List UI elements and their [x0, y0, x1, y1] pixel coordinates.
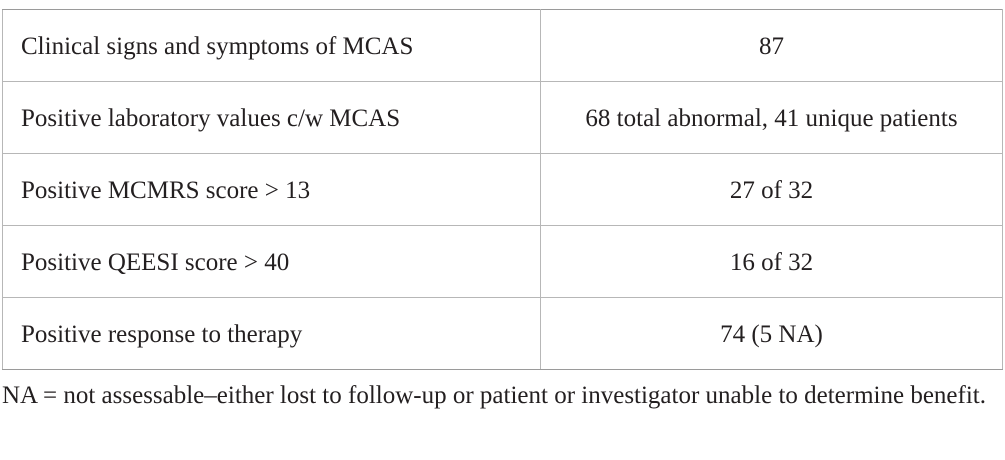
- row-label: Positive laboratory values c/w MCAS: [3, 82, 541, 154]
- row-value: 16 of 32: [541, 226, 1003, 298]
- table-row: [3, 226, 1003, 298]
- row-label: Positive response to therapy: [3, 298, 541, 370]
- table-row: [3, 298, 1003, 370]
- table-footnote: NA = not assessable–either lost to follow-up or patient or investigator unable to determine benefit.: [2, 382, 986, 409]
- table-row: [3, 82, 1003, 154]
- results-table: [2, 9, 1003, 370]
- results-table-container: [2, 9, 1003, 370]
- row-value: 74 (5 NA): [541, 298, 1003, 370]
- table-row: [3, 154, 1003, 226]
- row-label: Positive MCMRS score > 13: [3, 154, 541, 226]
- row-value: 27 of 32: [541, 154, 1003, 226]
- row-label: Positive QEESI score > 40: [3, 226, 541, 298]
- table-row: [3, 10, 1003, 82]
- row-label: Clinical signs and symptoms of MCAS: [3, 10, 541, 82]
- row-value: 68 total abnormal, 41 unique patients: [541, 82, 1003, 154]
- row-value: 87: [541, 10, 1003, 82]
